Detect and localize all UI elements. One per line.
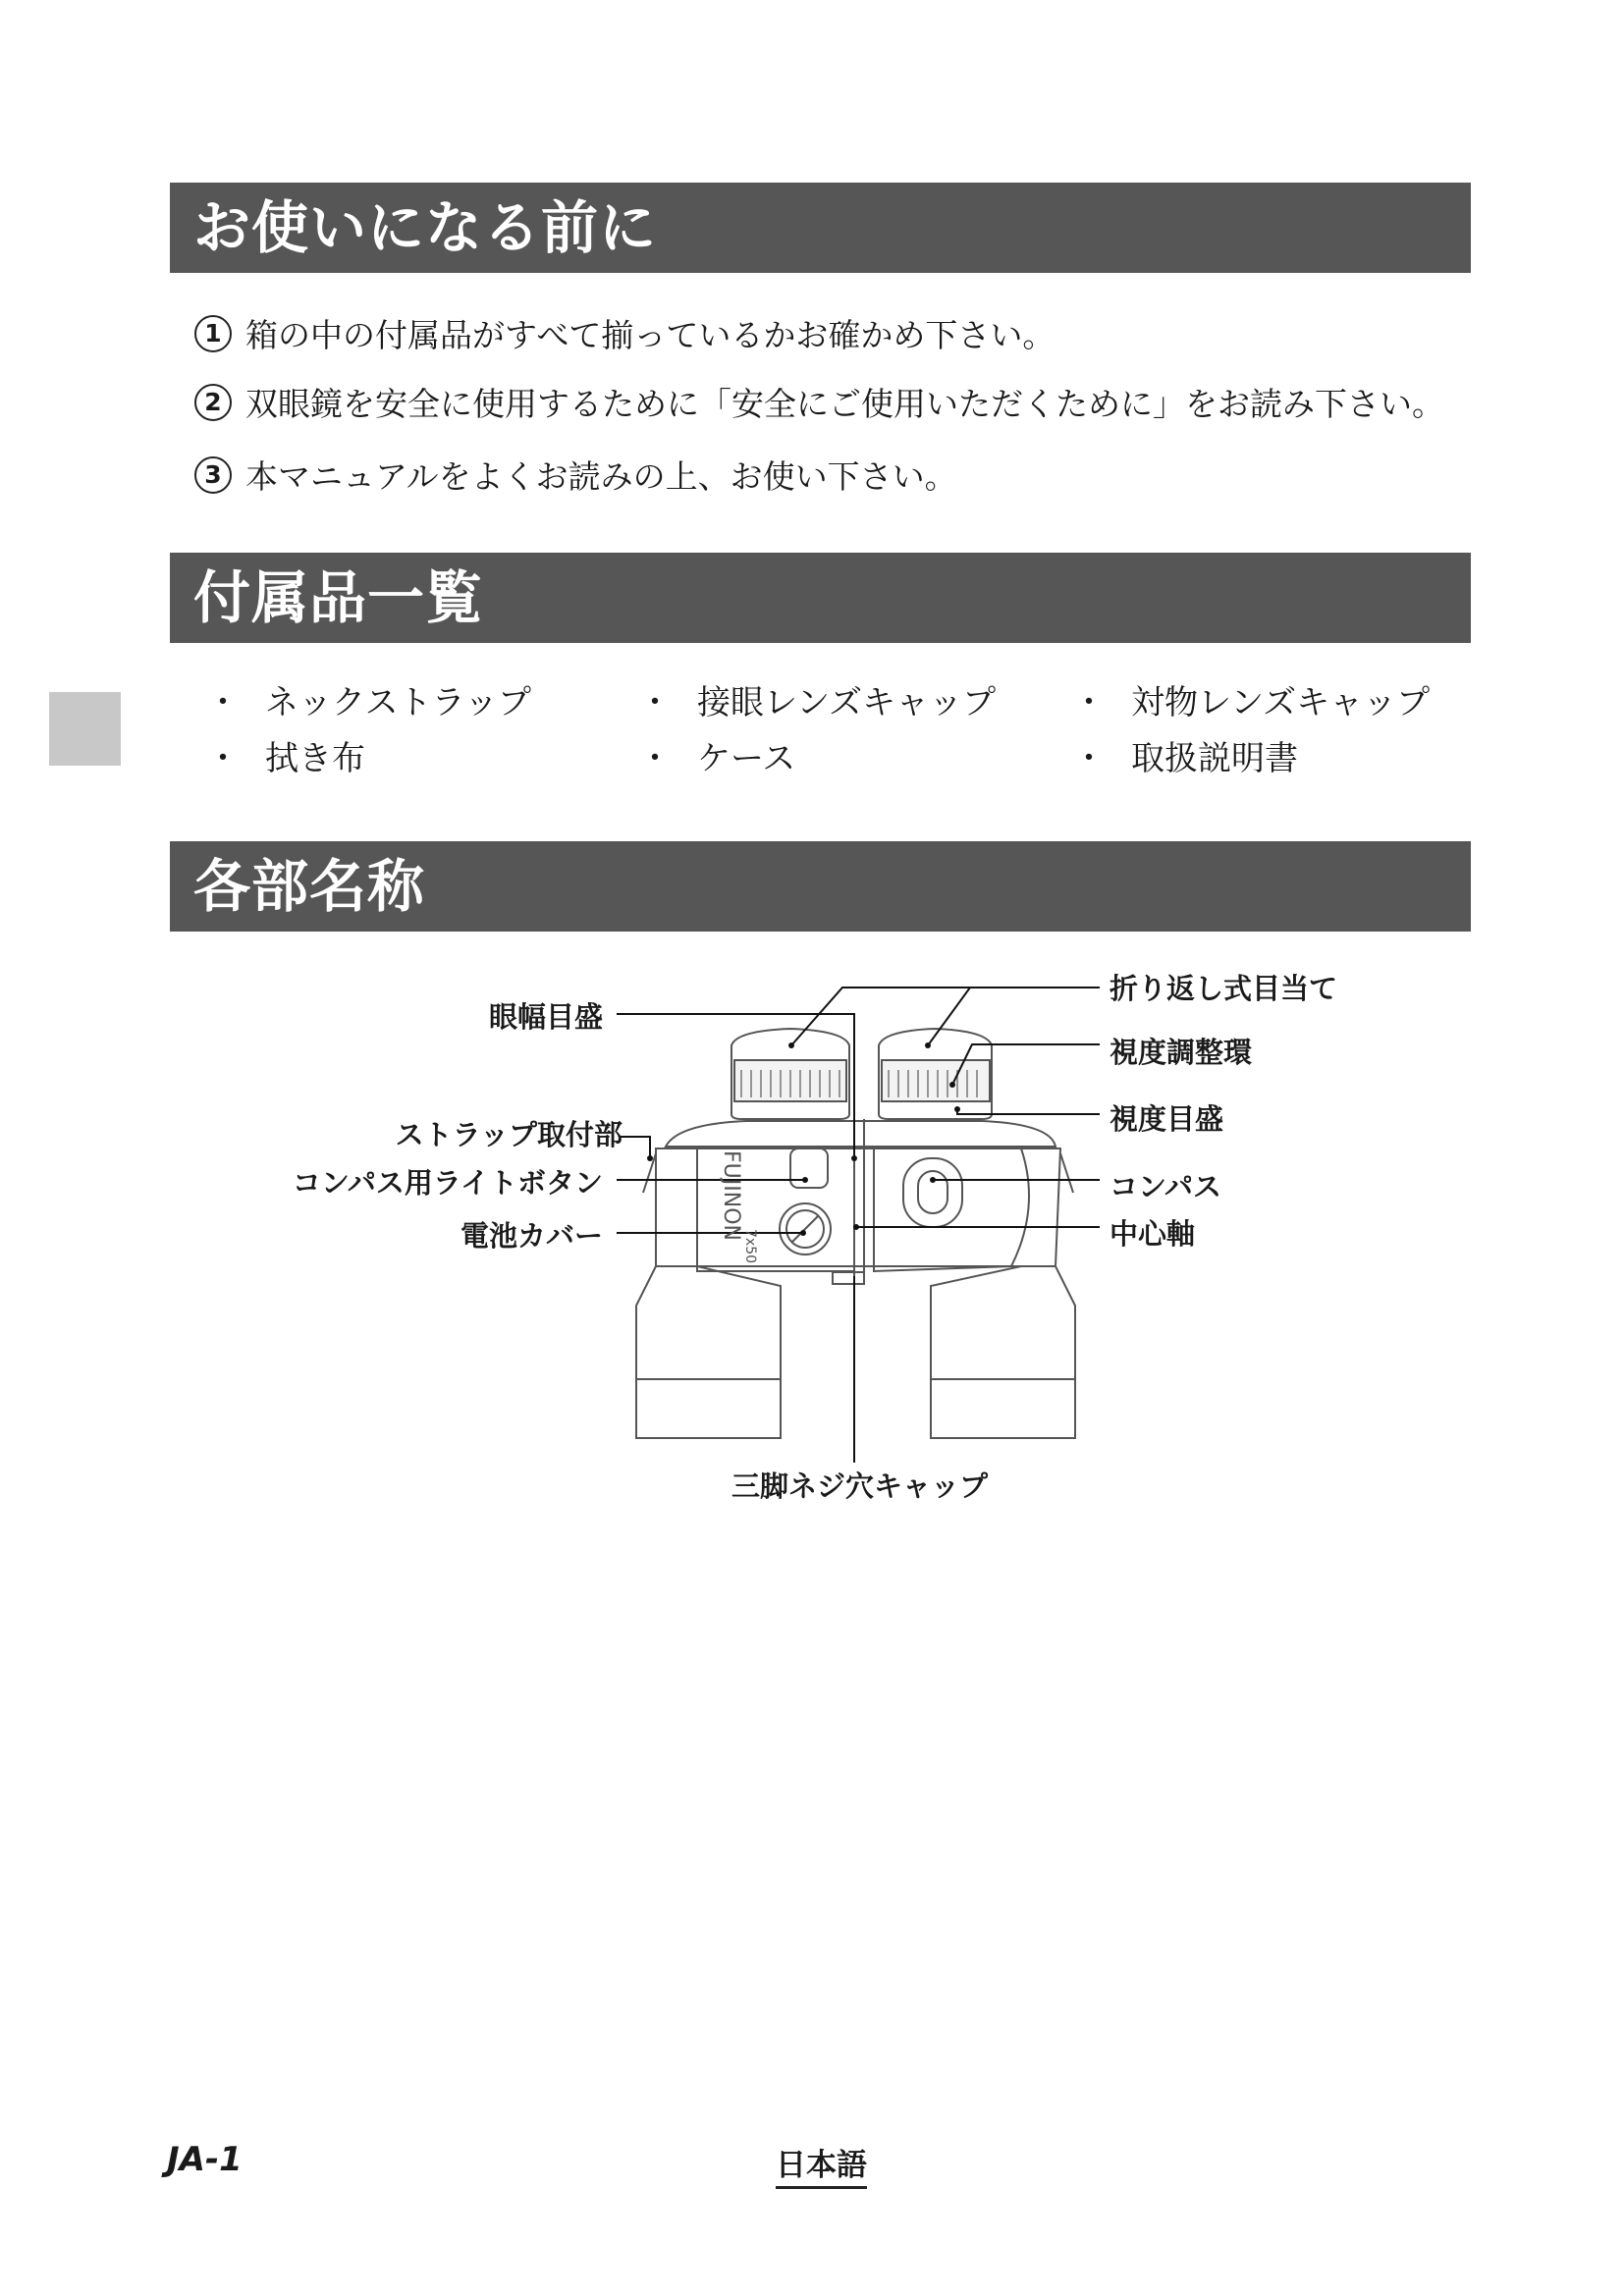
step-text: 箱の中の付属品がすべて揃っているかお確かめ下さい。 xyxy=(245,316,1056,354)
accessory-item: ・ ネックストラップ xyxy=(206,683,531,722)
label-compass-light-button: コンパス用ライトボタン xyxy=(292,1166,603,1200)
step-number: 3 xyxy=(194,456,232,494)
step-text: 本マニュアルをよくお読みの上、お使い下さい。 xyxy=(245,457,957,496)
page-number: JA-1 xyxy=(167,2140,243,2179)
step-number: 1 xyxy=(194,315,232,352)
section-title: 各部名称 xyxy=(193,853,426,920)
section-title: お使いになる前に xyxy=(193,194,658,261)
accessory-item: ・ 取扱説明書 xyxy=(1072,739,1298,778)
label-diopter-ring: 視度調整環 xyxy=(1110,1036,1253,1069)
label-battery-cover: 電池カバー xyxy=(460,1219,603,1253)
label-strap-mount: ストラップ取付部 xyxy=(395,1118,623,1151)
step-number: 2 xyxy=(194,384,232,421)
label-ipd-scale: 眼幅目盛 xyxy=(488,1000,603,1034)
label-center-axis: 中心軸 xyxy=(1110,1217,1196,1251)
accessory-item: ・ 対物レンズキャップ xyxy=(1072,683,1431,722)
accessory-item: ・ ケース xyxy=(638,739,796,778)
label-foldable-eyecup: 折り返し式目当て xyxy=(1110,972,1338,1005)
accessory-item: ・ 接眼レンズキャップ xyxy=(638,683,997,722)
accessory-item: ・ 拭き布 xyxy=(206,739,365,778)
model-text: 7x50 xyxy=(742,1229,758,1264)
brand-text: FUJINON xyxy=(719,1150,743,1241)
language-label: 日本語 xyxy=(776,2140,867,2189)
label-tripod-cap: 三脚ネジ穴キャップ xyxy=(731,1469,989,1503)
label-diopter-scale: 視度目盛 xyxy=(1110,1102,1224,1136)
section-title: 付属品一覧 xyxy=(193,564,484,631)
label-compass: コンパス xyxy=(1110,1170,1221,1203)
step-text: 双眼鏡を安全に使用するために「安全にご使用いただくために」をお読み下さい。 xyxy=(245,385,1444,423)
